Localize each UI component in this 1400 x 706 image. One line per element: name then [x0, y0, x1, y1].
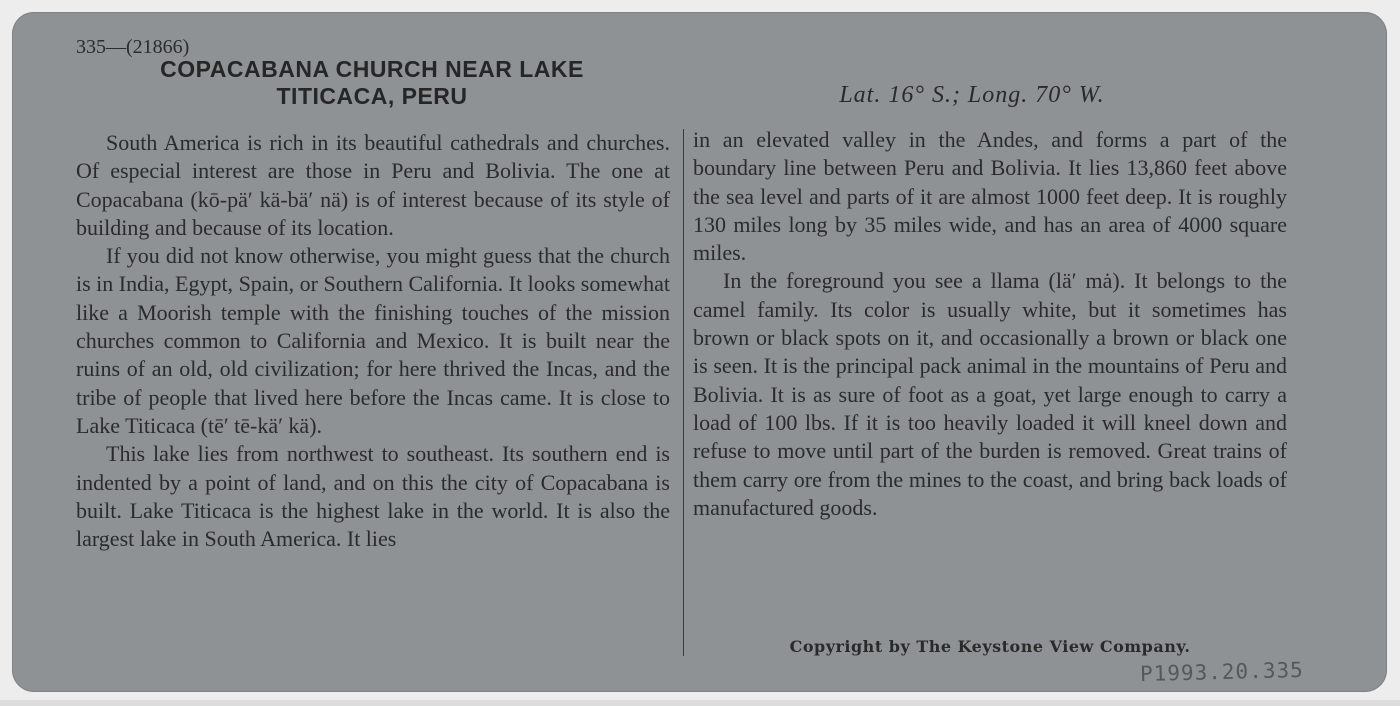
column-divider — [683, 129, 684, 656]
left-text-column — [76, 129, 670, 553]
paragraph: This lake lies from northwest to southeast. Its southern end is indented by a point of land, and on this the city of Copacabana is built. Lake Titicaca is the highest lake in the world. It is also the largest lake in South America. It lies — [76, 441, 670, 552]
paragraph: If you did not know otherwise, you might guess that the church is in India, Egypt, Spain, or Southern California. It looks somewhat like a Moorish temple with the finishing touches of the mission churches common to California and Mexico. It is built near the ruins of an old, old civilization; for here thrived the Incas, and the tribe of people that lived here before the Incas came. It is close to Lake Titicaca (tē′ tē-kä′ kä). — [76, 243, 670, 438]
title-line-1: COPACABANA CHURCH NEAR LAKE — [160, 56, 584, 82]
title-line-2: TITICACA, PERU — [276, 83, 468, 109]
card-title — [52, 56, 692, 110]
paragraph: in an elevated valley in the Andes, and forms a part of the boundary line between Peru and Bolivia. It lies 13,860 feet above the sea level and parts of it are almost 1000 feet deep. It is roughly 130 miles long by 35 miles wide, and has an area of 4000 square miles. — [693, 127, 1287, 266]
catalog-number: 335—(21866) — [76, 36, 190, 58]
right-text-column — [693, 126, 1287, 522]
stereograph-card-back — [12, 12, 1387, 692]
scan-background-strip — [0, 700, 1400, 706]
paragraph: South America is rich in its beautiful cathedrals and churches. Of especial interest are those in Peru and Bolivia. The one at Copacabana (kō-pä′ kä-bä′ nä) is of interest because of its style of building and because of its location. — [76, 130, 670, 240]
paragraph: In the foreground you see a llama (lä′ mȧ). It belongs to the camel family. Its color is usually white, but it sometimes has brown or black spots on it, and occasionally a brown or black one is seen. It is the principal pack animal in the mountains of Peru and Bolivia. It is as sure of foot as a goat, yet large enough to carry a load of 100 lbs. If it is too heavily loaded it will kneel down and refuse to move until part of the burden is removed. Great trains of them carry ore from the mines to the coast, and bring back loads of manufactured goods. — [693, 268, 1287, 520]
copyright-notice: Copyright by The Keystone View Company. — [789, 637, 1191, 656]
coordinates: Lat. 16° S.; Long. 70° W. — [839, 82, 1105, 108]
accession-number: P1993.20.335 — [1139, 657, 1305, 687]
